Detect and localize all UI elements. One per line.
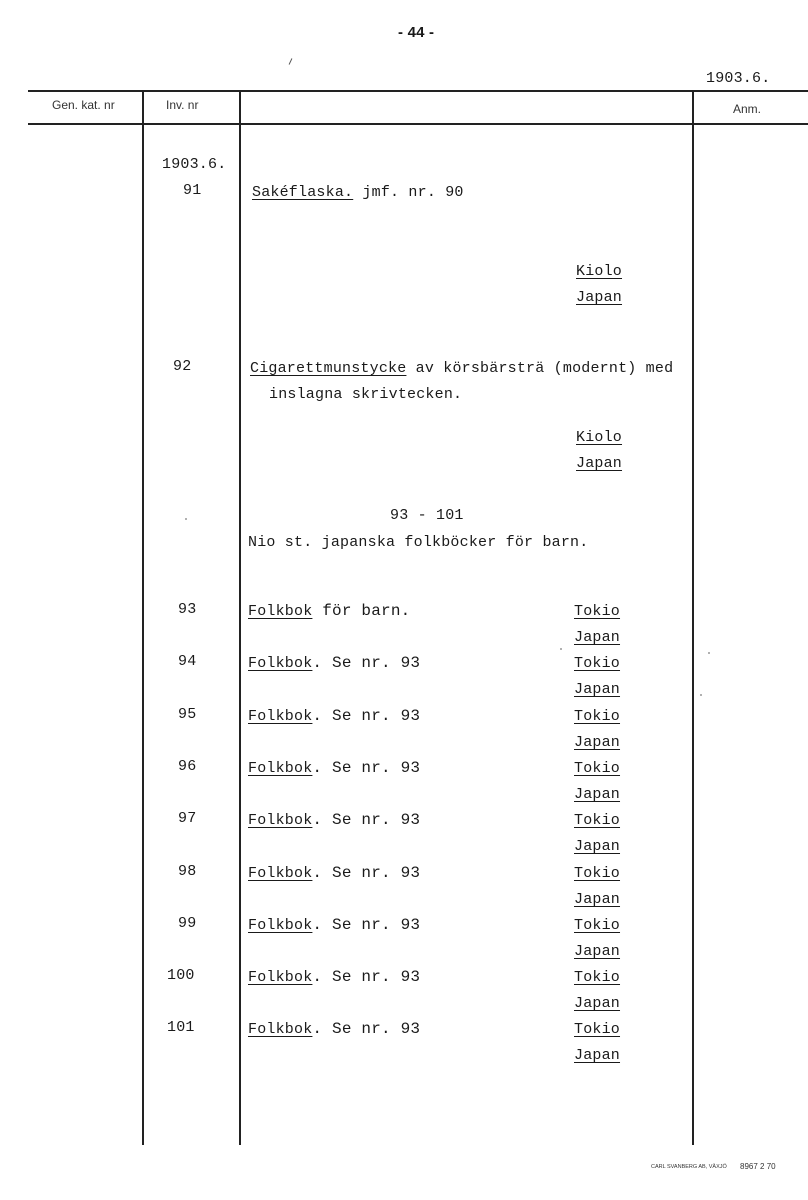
folkbok-title: Folkbok (248, 655, 313, 672)
origin-city-91: Kiolo (576, 263, 623, 280)
section-date: 1903.6. (162, 156, 227, 173)
col-divider-gen-inv (142, 90, 144, 1145)
folkbok-rest: . Se nr. 93 (312, 864, 421, 882)
entry-92-rest: av körsbärsträ (modernt) med (406, 360, 674, 377)
inv-nr-97: 97 (178, 810, 197, 827)
origin-city-95: Tokio (574, 708, 621, 725)
group-range: 93 - 101 (390, 507, 464, 524)
col-divider-desc-anm (692, 90, 694, 1145)
origin-city-99: Tokio (574, 917, 621, 934)
folkbok-rest: . Se nr. 93 (312, 1020, 421, 1038)
inv-nr-101: 101 (167, 1019, 195, 1036)
folkbok-title: Folkbok (248, 917, 313, 934)
inv-nr-93: 93 (178, 601, 197, 618)
origin-country-92: Japan (576, 455, 623, 472)
folkbok-rest: . Se nr. 93 (312, 968, 421, 986)
origin-country-93: Japan (574, 629, 621, 646)
origin-city-101: Tokio (574, 1021, 621, 1038)
folkbok-rest: för barn. (312, 602, 411, 620)
folkbok-entry-101 (248, 1020, 420, 1038)
origin-country-96: Japan (574, 786, 621, 803)
folkbok-entry-94 (248, 654, 420, 672)
scan-speck (700, 694, 702, 696)
group-description: Nio st. japanska folkböcker för barn. (248, 534, 589, 551)
entry-91-title: Sakéflaska. (252, 184, 354, 201)
header-anm: Anm. (733, 102, 762, 116)
folkbok-title: Folkbok (248, 969, 313, 986)
entry-91-rest: jmf. nr. 90 (353, 184, 464, 201)
inv-nr-94: 94 (178, 653, 197, 670)
origin-country-101: Japan (574, 1047, 621, 1064)
header-gen-kat-nr: Gen. kat. nr (52, 98, 115, 112)
scan-speck (289, 58, 293, 65)
entry-92-line2: inslagna skrivtecken. (269, 386, 463, 403)
origin-city-94: Tokio (574, 655, 621, 672)
folkbok-rest: . Se nr. 93 (312, 654, 421, 672)
folkbok-entry-99 (248, 916, 420, 934)
page-date: 1903.6. (706, 70, 771, 87)
inv-nr-91: 91 (183, 182, 202, 199)
origin-city-100: Tokio (574, 969, 621, 986)
header-top-rule (28, 90, 808, 92)
folkbok-entry-95 (248, 707, 420, 725)
inv-nr-98: 98 (178, 863, 197, 880)
header-inv-nr: Inv. nr (166, 98, 199, 112)
entry-92-title: Cigarettmunstycke (250, 360, 407, 377)
folkbok-title: Folkbok (248, 812, 313, 829)
folkbok-entry-93 (248, 602, 410, 620)
printer-credit: CARL SVANBERG AB, VÄXJÖ (651, 1164, 727, 1170)
folkbok-entry-96 (248, 759, 420, 777)
folkbok-title: Folkbok (248, 865, 313, 882)
origin-country-91: Japan (576, 289, 623, 306)
origin-country-95: Japan (574, 734, 621, 751)
inv-nr-92: 92 (173, 358, 192, 375)
col-divider-inv-desc (239, 90, 241, 1145)
header-bottom-rule (28, 123, 808, 125)
folkbok-title: Folkbok (248, 708, 313, 725)
origin-country-99: Japan (574, 943, 621, 960)
scan-speck (560, 648, 562, 650)
inv-nr-99: 99 (178, 915, 197, 932)
entry-91-text (252, 184, 464, 201)
folkbok-title: Folkbok (248, 1021, 313, 1038)
folkbok-entry-97 (248, 811, 420, 829)
folkbok-title: Folkbok (248, 603, 313, 620)
folkbok-entry-100 (248, 968, 420, 986)
origin-city-97: Tokio (574, 812, 621, 829)
form-code: 8967 2 70 (740, 1162, 776, 1171)
inv-nr-96: 96 (178, 758, 197, 775)
inv-nr-95: 95 (178, 706, 197, 723)
origin-city-93: Tokio (574, 603, 621, 620)
origin-city-98: Tokio (574, 865, 621, 882)
origin-country-100: Japan (574, 995, 621, 1012)
folkbok-title: Folkbok (248, 760, 313, 777)
folkbok-rest: . Se nr. 93 (312, 759, 421, 777)
folkbok-rest: . Se nr. 93 (312, 811, 421, 829)
folkbok-rest: . Se nr. 93 (312, 916, 421, 934)
origin-country-98: Japan (574, 891, 621, 908)
origin-country-94: Japan (574, 681, 621, 698)
entry-92-text (250, 360, 673, 377)
origin-country-97: Japan (574, 838, 621, 855)
scan-speck (708, 652, 710, 654)
folkbok-rest: . Se nr. 93 (312, 707, 421, 725)
folkbok-entry-98 (248, 864, 420, 882)
scan-speck (185, 518, 187, 520)
origin-city-92: Kiolo (576, 429, 623, 446)
origin-city-96: Tokio (574, 760, 621, 777)
inv-nr-100: 100 (167, 967, 195, 984)
page-number: - 44 - (398, 24, 435, 41)
